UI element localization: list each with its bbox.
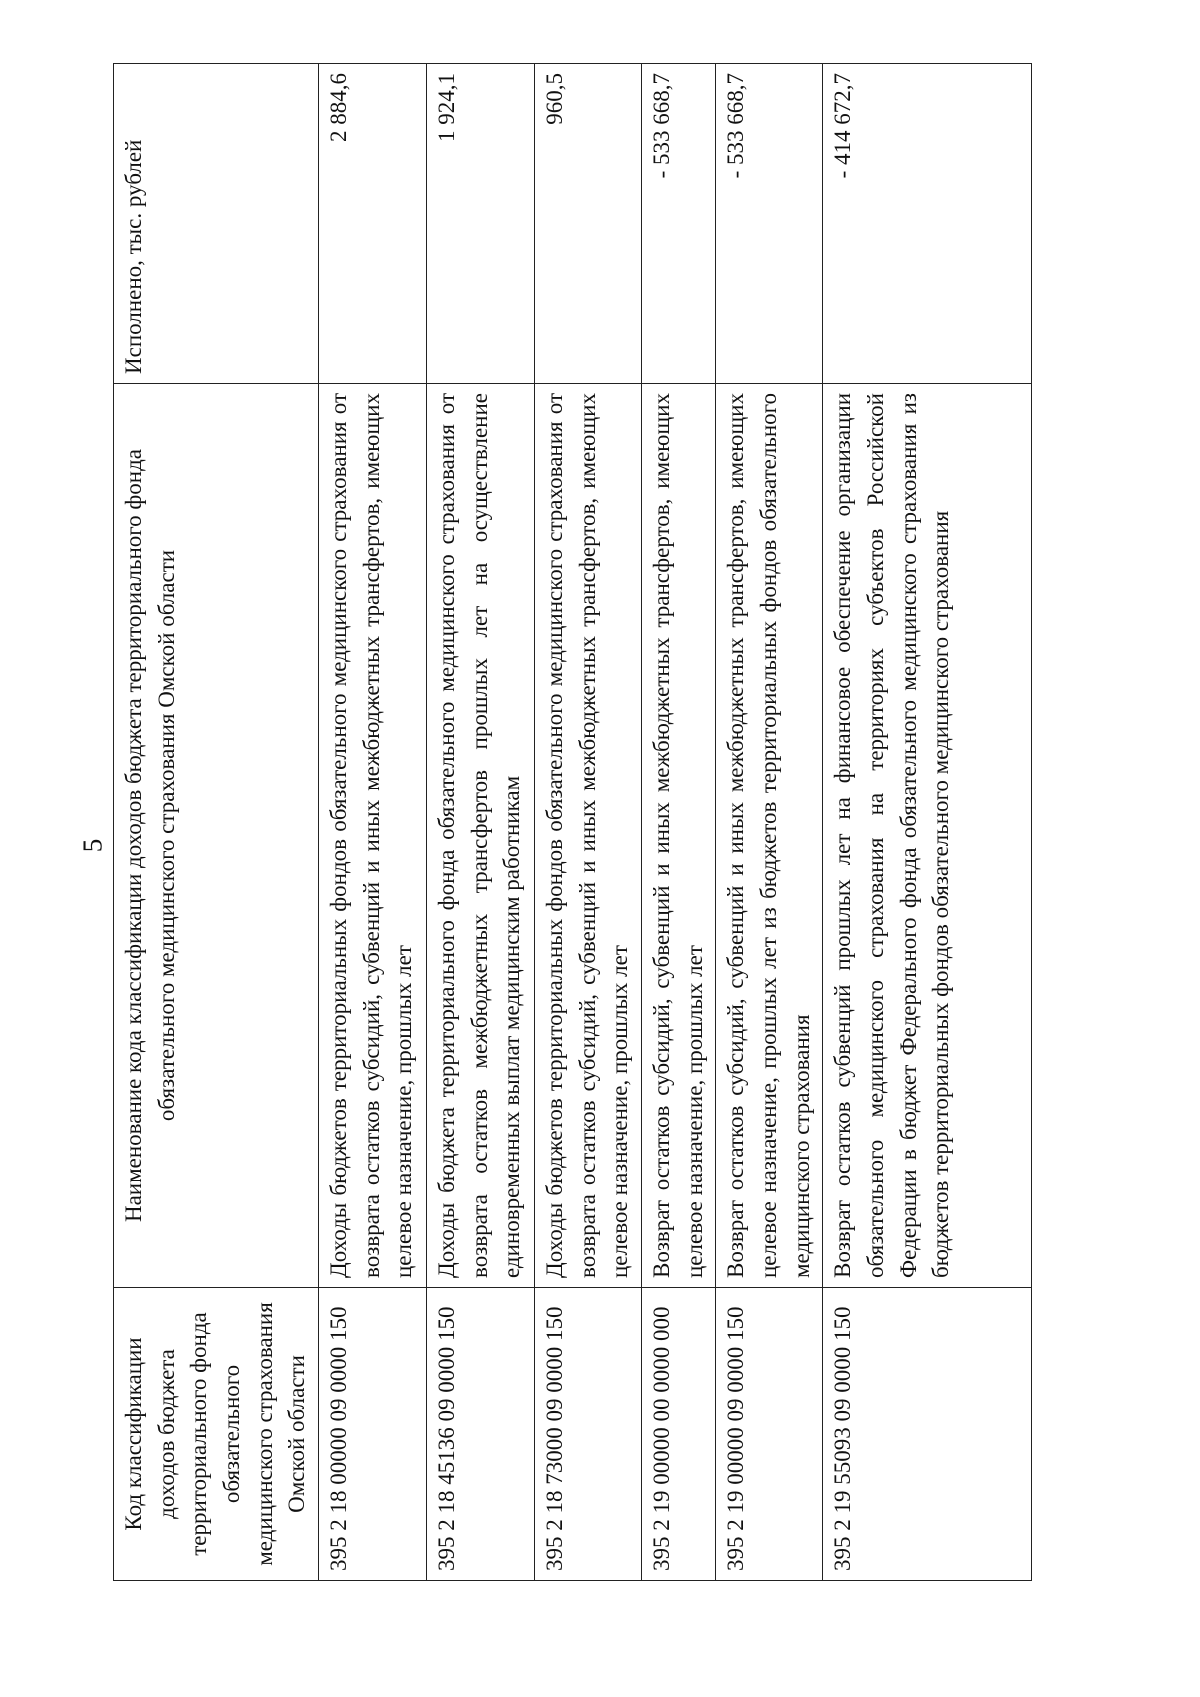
table-row <box>318 64 426 1581</box>
table-row <box>716 64 823 1581</box>
row-code: 395 2 18 73000 09 0000 150 <box>534 1288 641 1581</box>
row-name: Доходы бюджета территориального фонда обязательного медицинского страхования от возврата остатков межбюджетных трансфертов прошлых лет на осуществление единовременных выплат медицинским работникам <box>426 384 534 1288</box>
table-row <box>534 64 641 1581</box>
row-name: Доходы бюджетов территориальных фондов обязательного медицинского страхования от возврата остатков субсидий, субвенций и иных межбюджетных трансфертов, имеющих целевое назначение, прошлых лет <box>318 384 426 1288</box>
row-name: Возврат остатков субвенций прошлых лет на финансовое обеспечение организации обязательного медицинского страхования на территориях субъектов Российской Федерации в бюджет Федерального фонда обязательного медицинского страхования из бюджетов территориальных фондов обязательного медицинского страхования <box>823 384 1032 1288</box>
header-name: Наименование кода классификации доходов бюджета территориального фонда обязательного медицинского страхования Омской области <box>114 384 319 1288</box>
header-code: Код классификации доходов бюджета территориального фонда обязательного медицинского страхования Омской области <box>114 1288 319 1581</box>
row-amount: - 533 668,7 <box>641 64 715 384</box>
row-amount: - 414 672,7 <box>823 64 1032 384</box>
row-name: Доходы бюджетов территориальных фондов обязательного медицинского страхования от возврата остатков субсидий, субвенций и иных межбюджетных трансфертов, имеющих целевое назначение, прошлых лет <box>534 384 641 1288</box>
row-amount: 1 924,1 <box>426 64 534 384</box>
table-row <box>426 64 534 1581</box>
income-classification-table <box>113 63 1032 1581</box>
row-name: Возврат остатков субсидий, субвенций и иных межбюджетных трансфертов, имеющих целевое назначение, прошлых лет из бюджетов территориальных фондов обязательного медицинского страхования <box>716 384 823 1288</box>
header-amount: Исполнено, тыс. рублей <box>114 64 319 384</box>
table-row <box>823 64 1032 1581</box>
table-header-row <box>114 64 319 1581</box>
row-code: 395 2 18 00000 09 0000 150 <box>318 1288 426 1581</box>
row-code: 395 2 19 00000 00 0000 000 <box>641 1288 715 1581</box>
row-amount: 2 884,6 <box>318 64 426 384</box>
row-code: 395 2 19 55093 09 0000 150 <box>823 1288 1032 1581</box>
row-amount: 960,5 <box>534 64 641 384</box>
row-name: Возврат остатков субсидий, субвенций и иных межбюджетных трансфертов, имеющих целевое назначение, прошлых лет <box>641 384 715 1288</box>
row-amount: - 533 668,7 <box>716 64 823 384</box>
row-code: 395 2 19 00000 09 0000 150 <box>716 1288 823 1581</box>
row-code: 395 2 18 45136 09 0000 150 <box>426 1288 534 1581</box>
page-number: 5 <box>77 838 108 853</box>
table-row <box>641 64 715 1581</box>
rotated-page-content <box>113 64 953 1581</box>
